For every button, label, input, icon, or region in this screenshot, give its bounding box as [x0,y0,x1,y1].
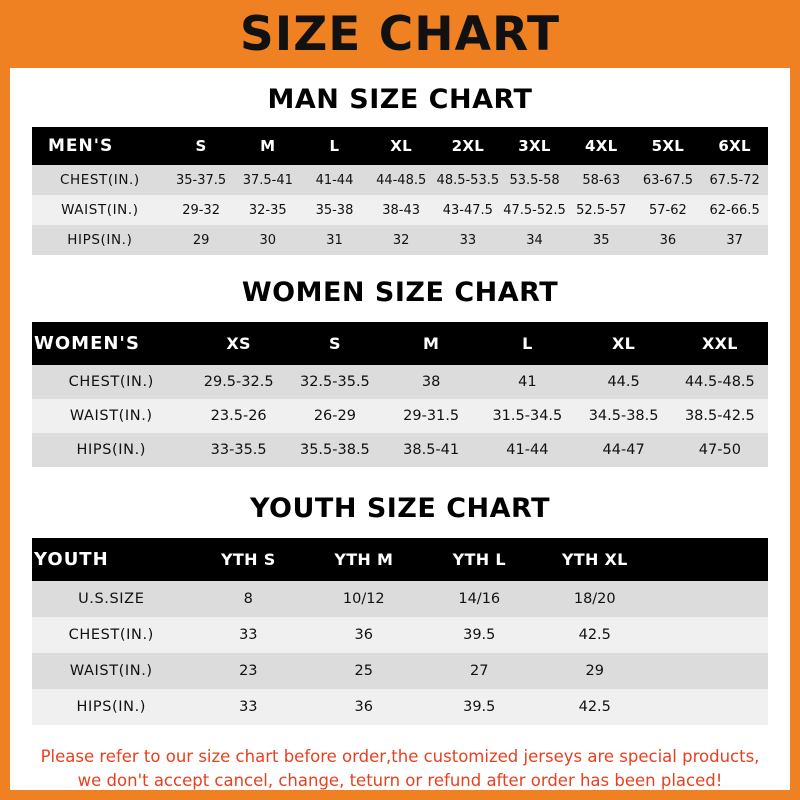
row-label: CHEST(IN.) [68,374,154,390]
cell: 18/20 [573,591,616,607]
column-header: YTH S [221,550,276,569]
footer-note [24,745,776,793]
row-label: CHEST(IN.) [59,172,140,188]
table-man [32,127,768,255]
cell: 31 [326,232,343,248]
cell-empty [652,581,768,617]
cell: 39.5 [463,627,496,643]
cell: 44-48.5 [376,172,427,188]
cell: 10/12 [342,591,385,607]
banner [0,0,800,68]
column-header: S [328,334,341,353]
column-header: L [522,334,533,353]
cell: 44.5-48.5 [684,374,755,390]
cell: 14/16 [458,591,501,607]
page-title: SIZE CHART [239,6,561,62]
cell: 35-38 [315,202,354,218]
cell: 32-35 [248,202,287,218]
row-label: CHEST(IN.) [68,627,154,643]
cell: 44-47 [602,442,645,458]
cell: 35-37.5 [176,172,227,188]
table-row [32,433,768,467]
cell: 53.5-58 [509,172,560,188]
cell: 41 [518,374,537,390]
table-row [32,165,768,195]
cell: 23.5-26 [210,408,267,424]
table-header-row [32,322,768,365]
cell: 48.5-53.5 [436,172,500,188]
cell: 62-66.5 [709,202,760,218]
table-row [32,653,768,689]
column-header: XL [390,137,413,155]
column-header: MEN'S [48,136,114,156]
section-women [10,277,790,467]
table-row [32,617,768,653]
table-header-row [32,538,768,581]
cell: 25 [354,663,373,679]
cell: 29.5-32.5 [203,374,274,390]
cell: 32.5-35.5 [299,374,370,390]
cell: 29 [192,232,210,248]
cell: 42.5 [578,627,611,643]
column-header: 6XL [718,137,751,155]
cell-empty [652,617,768,653]
section-title-man: MAN SIZE CHART [267,84,533,115]
column-header-empty [652,538,768,581]
cell: 29-32 [182,202,220,218]
cell: 34.5-38.5 [588,408,659,424]
cell: 47-50 [698,442,741,458]
column-header: XXL [701,334,738,353]
row-label: HIPS(IN.) [76,699,147,715]
cell: 41-44 [506,442,549,458]
cell: 36 [354,627,373,643]
cell: 31.5-34.5 [492,408,563,424]
cell: 35 [592,232,610,248]
column-header: XS [226,334,251,353]
column-header: YTH L [452,550,506,569]
cell: 39.5 [463,699,496,715]
row-label: HIPS(IN.) [76,442,147,458]
cell: 67.5-72 [709,172,760,188]
cell: 38 [421,374,441,390]
cell: 63-67.5 [642,172,693,188]
cell: 36 [354,699,373,715]
column-header: WOMEN'S [34,333,140,354]
cell: 33 [239,699,258,715]
table-row [32,399,768,433]
cell: 37 [726,232,743,248]
cell: 41-44 [315,172,354,188]
cell: 29 [585,663,604,679]
table-youth [32,538,768,725]
column-header: YTH XL [561,550,628,569]
section-youth [10,493,790,725]
table-row [32,225,768,255]
column-header: YTH M [334,550,394,569]
cell: 29-31.5 [403,408,460,424]
cell: 38.5-42.5 [684,408,755,424]
column-header: YOUTH [34,549,109,570]
section-title-youth: YOUTH SIZE CHART [249,493,551,524]
row-label: HIPS(IN.) [67,232,133,248]
column-header: 2XL [451,137,485,155]
cell: 47.5-52.5 [503,202,566,218]
cell: 43-47.5 [442,202,493,218]
column-header: M [260,137,276,155]
cell: 26-29 [313,408,356,424]
cell: 58-63 [582,172,621,188]
cell: 8 [243,591,253,607]
table-header-row [32,127,768,165]
cell: 42.5 [578,699,611,715]
table-row [32,365,768,399]
cell: 44.5 [607,374,640,390]
table-row [32,195,768,225]
footer-note-line2: we don't accept cancel, change, teturn or refund after order has been placed! [77,770,723,790]
row-label: U.S.SIZE [78,591,145,607]
section-man [10,84,790,255]
cell: 32 [392,232,410,248]
cell: 27 [470,663,489,679]
section-title-women: WOMEN SIZE CHART [241,277,559,308]
cell-empty [652,653,768,689]
cell: 36 [659,232,677,248]
cell: 30 [259,232,277,248]
column-header: L [329,137,340,155]
cell: 35.5-38.5 [299,442,370,458]
cell: 34 [526,232,543,248]
column-header: 3XL [518,137,551,155]
cell: 33 [459,232,477,248]
cell: 33 [239,627,258,643]
column-header: XL [612,334,636,353]
cell: 23 [239,663,258,679]
cell: 37.5-41 [242,172,293,188]
row-label: WAIST(IN.) [69,663,153,679]
table-women [32,322,768,467]
cell: 33-35.5 [210,442,267,458]
bottom-bar [0,790,800,800]
column-header: S [195,137,207,155]
cell: 38.5-41 [403,442,460,458]
column-header: 4XL [584,137,618,155]
cell: 57-62 [649,202,687,218]
table-row [32,689,768,725]
cell: 38-43 [382,202,421,218]
row-label: WAIST(IN.) [61,202,139,218]
footer-note-line1: Please refer to our size chart before order,the customized jerseys are special products, [40,747,760,766]
table-row [32,581,768,617]
column-header: M [423,334,440,353]
cell-empty [652,689,768,725]
cell: 52.5-57 [576,202,627,218]
column-header: 5XL [651,137,685,155]
row-label: WAIST(IN.) [69,408,153,424]
